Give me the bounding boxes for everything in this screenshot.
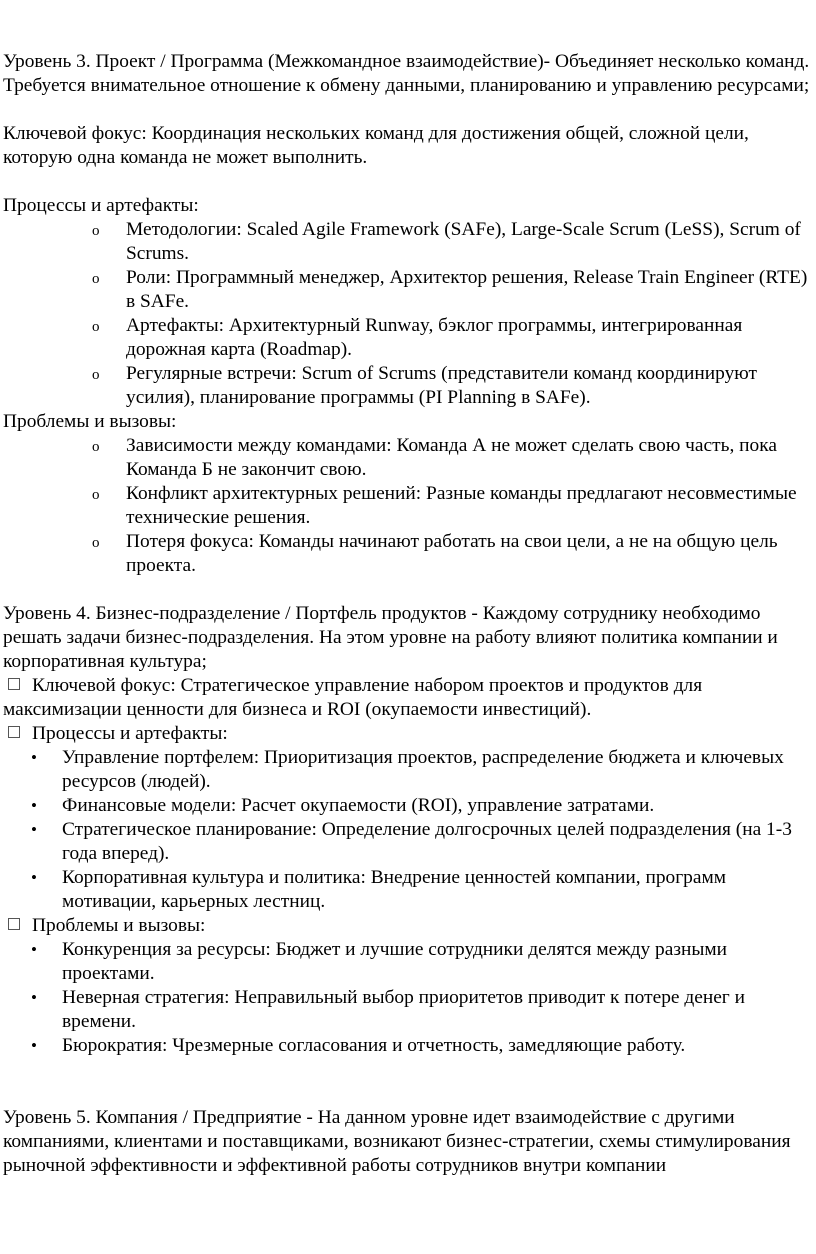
missing-glyph-icon [8,918,20,930]
list-item: o Конфликт архитектурных решений: Разные команды предлагают несовместимые технические решения. [92,483,797,528]
list-item: • Финансовые модели: Расчет окупаемости (ROI), управление затратами. [31,795,655,816]
bullet-icon: • [31,820,37,839]
list-item: o Роли: Программный менеджер, Архитектор решения, Release Train Engineer (RTE) в SAFe. [92,267,808,312]
missing-glyph-icon [8,678,20,690]
circle-bullet-icon: o [92,223,100,239]
bullet-icon: • [31,796,37,815]
bullet-icon: • [31,988,37,1007]
list-item: o Потеря фокуса: Команды начинают работать на свои цели, а не на общую цель проекта. [92,531,778,576]
level3-problems-list [3,434,815,578]
bullet-icon: • [31,940,37,959]
circle-bullet-icon: o [92,439,100,455]
bullet-icon: • [31,1036,37,1055]
circle-bullet-icon: o [92,487,100,503]
circle-bullet-icon: o [92,535,100,551]
missing-glyph-icon [8,726,20,738]
level5-intro: Уровень 5. Компания / Предприятие - На данном уровне идет взаимодействие с другими компаниями, клиентами и поставщиками, возникают бизнес-стратегии, схемы стимулирования рыночной эффективности и эффективной работы сотрудников внутри компании [3,1107,791,1176]
bullet-icon: • [31,748,37,767]
list-item: o Методологии: Scaled Agile Framework (SAFe), Large-Scale Scrum (LeSS), Scrum of Scrums. [92,219,801,264]
circle-bullet-icon: o [92,271,100,287]
level3-problems-heading: Проблемы и вызовы: [3,411,177,432]
level4-problems-heading-line: Проблемы и вызовы: [3,914,815,938]
level3-processes-heading: Процессы и артефакты: [3,195,199,216]
list-item: • Стратегическое планирование: Определение долгосрочных целей подразделения (на 1-3 года вперед). [31,819,792,864]
list-item: • Бюрократия: Чрезмерные согласования и отчетность, замедляющие работу. [31,1035,686,1056]
list-item: • Конкуренция за ресурсы: Бюджет и лучшие сотрудники делятся между разными проектами. [31,939,728,984]
level4-focus-line: Ключевой фокус: Стратегическое управление набором проектов и продуктов для максимизации ценности для бизнеса и ROI (окупаемости инвестиций). [3,675,703,720]
list-item: o Регулярные встречи: Scrum of Scrums (представители команд координируют усилия), планирование программы (PI Planning в SAFe). [92,363,757,408]
list-item: • Управление портфелем: Приоритизация проектов, распределение бюджета и ключевых ресурсов (людей). [31,747,784,792]
list-item: • Корпоративная культура и политика: Внедрение ценностей компании, программ мотивации, карьерных лестниц. [31,867,727,912]
level4-processes-heading-line: Процессы и артефакты: [3,722,815,746]
circle-bullet-icon: o [92,319,100,335]
level4-processes-list [3,746,815,914]
level4-intro: Уровень 4. Бизнес-подразделение / Портфель продуктов - Каждому сотруднику необходимо решать задачи бизнес-подразделения. На этом уровне на работу влияют политика компании и корпоративная культура; [3,603,778,672]
circle-bullet-icon: o [92,367,100,383]
list-item: • Неверная стратегия: Неправильный выбор приоритетов приводит к потере денег и времени. [31,987,745,1032]
list-item: o Артефакты: Архитектурный Runway, бэклог программы, интегрированная дорожная карта (Roadmap). [92,315,743,360]
level3-processes-list [3,218,815,410]
list-item: o Зависимости между командами: Команда А не может сделать свою часть, пока Команда Б не закончит свою. [92,435,777,480]
level4-problems-list [3,938,815,1058]
bullet-icon: • [31,868,37,887]
level3-focus: Ключевой фокус: Координация нескольких команд для достижения общей, сложной цели, которую одна команда не может выполнить. [3,123,749,168]
level3-intro: Уровень 3. Проект / Программа (Межкомандное взаимодействие)- Объединяет несколько команд. Требуется внимательное отношение к обмену данными, планированию и управлению ресурсами; [3,51,810,96]
